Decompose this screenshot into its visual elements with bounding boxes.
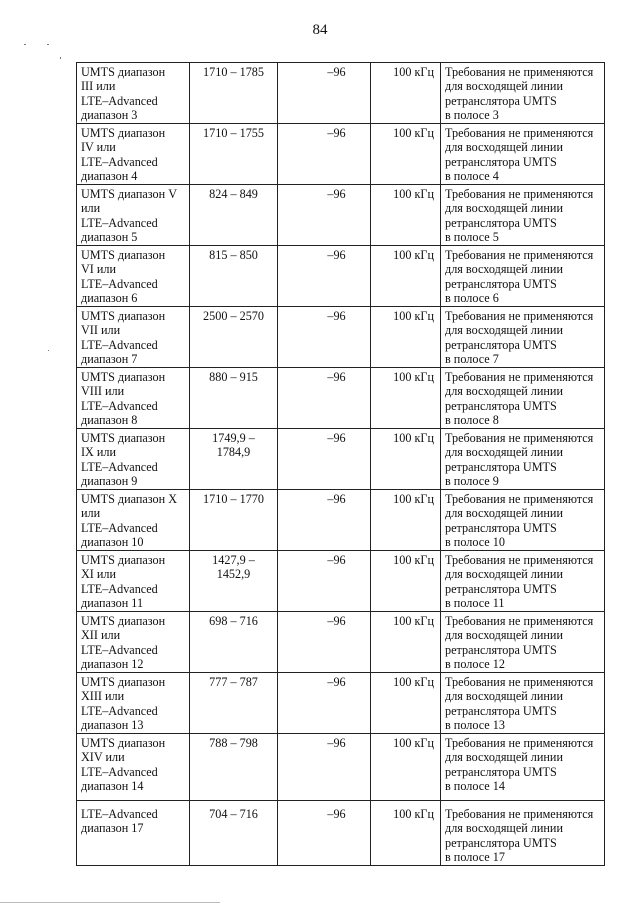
band-line: диапазон 7 xyxy=(81,352,138,367)
frequency-line: 1710 – 1755 xyxy=(203,126,264,140)
band-cell xyxy=(77,368,190,429)
level-cell xyxy=(278,612,371,673)
requirement-line: Требования не применяются xyxy=(445,553,594,567)
requirement-line: в полосе 3 xyxy=(445,108,499,123)
requirement-line: Требования не применяются xyxy=(445,126,594,140)
requirement-line: для восходящей линии xyxy=(445,323,563,338)
frequency-line: 1784,9 xyxy=(216,445,251,460)
scan-artifact xyxy=(24,44,26,45)
scan-artifact xyxy=(60,57,61,59)
requirement-cell xyxy=(441,185,605,246)
table-row xyxy=(77,490,605,551)
frequency-line: 704 – 716 xyxy=(209,807,258,821)
table-row xyxy=(77,551,605,612)
requirement-line: в полосе 10 xyxy=(445,535,505,550)
requirement-line: ретранслятора UMTS xyxy=(445,703,557,718)
requirement-line: для восходящей линии xyxy=(445,567,563,582)
requirement-line: в полосе 12 xyxy=(445,657,505,672)
level-value: –96 xyxy=(327,370,346,384)
band-line: UMTS диапазон xyxy=(81,65,166,79)
frequency-cell xyxy=(190,612,278,673)
bandwidth-value: 100 кГц xyxy=(393,65,434,79)
band-line: LTE–Advanced xyxy=(81,215,158,230)
requirement-line: в полосе 14 xyxy=(445,779,505,794)
bandwidth-value: 100 кГц xyxy=(393,675,434,689)
band-cell xyxy=(77,734,190,801)
bandwidth-cell xyxy=(371,551,441,612)
bandwidth-cell xyxy=(371,612,441,673)
band-line: LTE–Advanced xyxy=(81,807,158,821)
requirement-line: ретранслятора UMTS xyxy=(445,276,557,291)
band-line: III или xyxy=(81,79,116,94)
frequency-line: 1710 – 1785 xyxy=(203,65,264,79)
requirement-cell xyxy=(441,490,605,551)
level-value: –96 xyxy=(327,187,346,201)
band-cell xyxy=(77,246,190,307)
requirement-line: в полосе 17 xyxy=(445,850,505,865)
band-line: диапазон 17 xyxy=(81,821,144,836)
bandwidth-value: 100 кГц xyxy=(393,736,434,750)
band-line: UMTS диапазон xyxy=(81,675,166,689)
frequency-cell xyxy=(190,490,278,551)
requirement-line: ретранслятора UMTS xyxy=(445,398,557,413)
requirement-line: для восходящей линии xyxy=(445,445,563,460)
requirement-line: в полосе 6 xyxy=(445,291,499,306)
band-line: диапазон 10 xyxy=(81,535,144,550)
frequency-cell xyxy=(190,124,278,185)
requirement-cell xyxy=(441,673,605,734)
level-cell xyxy=(278,734,371,801)
table-row xyxy=(77,246,605,307)
level-value: –96 xyxy=(327,736,346,750)
table-row xyxy=(77,185,605,246)
band-line: LTE–Advanced xyxy=(81,520,158,535)
band-line: LTE–Advanced xyxy=(81,398,158,413)
band-line: LTE–Advanced xyxy=(81,581,158,596)
band-line: диапазон 14 xyxy=(81,779,144,794)
frequency-line: 815 – 850 xyxy=(209,248,258,262)
requirement-line: ретранслятора UMTS xyxy=(445,459,557,474)
requirement-line: для восходящей линии xyxy=(445,506,563,521)
band-line: или xyxy=(81,201,101,216)
band-line: LTE–Advanced xyxy=(81,703,158,718)
bandwidth-cell xyxy=(371,429,441,490)
band-line: UMTS диапазон xyxy=(81,248,166,262)
requirement-line: ретранслятора UMTS xyxy=(445,520,557,535)
bandwidth-cell xyxy=(371,673,441,734)
requirement-line: Требования не применяются xyxy=(445,248,594,262)
frequency-cell xyxy=(190,801,278,866)
level-value: –96 xyxy=(327,492,346,506)
level-value: –96 xyxy=(327,248,346,262)
band-cell xyxy=(77,612,190,673)
requirement-line: для восходящей линии xyxy=(445,628,563,643)
level-value: –96 xyxy=(327,126,346,140)
requirement-line: в полосе 13 xyxy=(445,718,505,733)
band-line: UMTS диапазон xyxy=(81,614,166,628)
requirement-line: для восходящей линии xyxy=(445,140,563,155)
bandwidth-cell xyxy=(371,63,441,124)
scan-artifact xyxy=(48,350,49,351)
frequency-line: 1452,9 xyxy=(216,567,251,582)
band-line: UMTS диапазон V xyxy=(81,187,178,201)
band-cell xyxy=(77,551,190,612)
level-cell xyxy=(278,801,371,866)
requirement-line: для восходящей линии xyxy=(445,79,563,94)
bandwidth-value: 100 кГц xyxy=(393,309,434,323)
frequency-cell xyxy=(190,307,278,368)
requirement-cell xyxy=(441,368,605,429)
band-cell xyxy=(77,429,190,490)
requirement-line: Требования не применяются xyxy=(445,736,594,750)
bandwidth-value: 100 кГц xyxy=(393,492,434,506)
frequency-line: 824 – 849 xyxy=(209,187,258,201)
bandwidth-cell xyxy=(371,124,441,185)
requirement-cell xyxy=(441,734,605,801)
level-cell xyxy=(278,673,371,734)
table-row xyxy=(77,612,605,673)
level-value: –96 xyxy=(327,431,346,445)
level-cell xyxy=(278,368,371,429)
requirement-line: для восходящей линии xyxy=(445,384,563,399)
requirement-line: в полосе 7 xyxy=(445,352,499,367)
band-line: XIII или xyxy=(81,689,125,704)
page-number: 84 xyxy=(312,22,328,38)
level-cell xyxy=(278,307,371,368)
requirement-line: для восходящей линии xyxy=(445,689,563,704)
scan-artifact xyxy=(0,902,220,903)
band-cell xyxy=(77,673,190,734)
band-line: LTE–Advanced xyxy=(81,764,158,779)
band-line: XIV или xyxy=(81,750,125,765)
bandwidth-cell xyxy=(371,368,441,429)
band-line: диапазон 12 xyxy=(81,657,144,672)
band-line: LTE–Advanced xyxy=(81,459,158,474)
frequency-cell xyxy=(190,368,278,429)
frequency-line: 1427,9 – xyxy=(212,553,255,567)
level-value: –96 xyxy=(327,553,346,567)
scan-artifact xyxy=(47,44,49,45)
bandwidth-cell xyxy=(371,185,441,246)
level-cell xyxy=(278,63,371,124)
table-row xyxy=(77,429,605,490)
band-cell xyxy=(77,124,190,185)
bandwidth-value: 100 кГц xyxy=(393,370,434,384)
requirement-line: Требования не применяются xyxy=(445,309,594,323)
frequency-line: 880 – 915 xyxy=(209,370,258,384)
band-line: VII или xyxy=(81,323,121,338)
band-line: XI или xyxy=(81,567,117,582)
table-row xyxy=(77,307,605,368)
frequency-line: 2500 – 2570 xyxy=(203,309,264,323)
bandwidth-value: 100 кГц xyxy=(393,248,434,262)
frequency-cell xyxy=(190,185,278,246)
requirement-line: в полосе 11 xyxy=(445,596,505,611)
level-cell xyxy=(278,246,371,307)
band-line: VIII или xyxy=(81,384,125,399)
frequency-cell xyxy=(190,734,278,801)
band-cell xyxy=(77,490,190,551)
bandwidth-value: 100 кГц xyxy=(393,187,434,201)
level-cell xyxy=(278,124,371,185)
band-line: UMTS диапазон xyxy=(81,736,166,750)
requirement-line: ретранслятора UMTS xyxy=(445,764,557,779)
level-cell xyxy=(278,490,371,551)
band-line: UMTS диапазон xyxy=(81,370,166,384)
band-line: UMTS диапазон xyxy=(81,126,166,140)
bandwidth-value: 100 кГц xyxy=(393,431,434,445)
table-row xyxy=(77,801,605,866)
requirement-line: ретранслятора UMTS xyxy=(445,642,557,657)
requirement-line: ретранслятора UMTS xyxy=(445,93,557,108)
band-line: LTE–Advanced xyxy=(81,337,158,352)
requirement-cell xyxy=(441,246,605,307)
requirement-line: для восходящей линии xyxy=(445,821,563,836)
band-requirements-table xyxy=(76,62,605,866)
table-row xyxy=(77,124,605,185)
requirement-line: ретранслятора UMTS xyxy=(445,835,557,850)
requirement-line: ретранслятора UMTS xyxy=(445,581,557,596)
bandwidth-cell xyxy=(371,246,441,307)
requirement-line: для восходящей линии xyxy=(445,201,563,216)
bandwidth-cell xyxy=(371,490,441,551)
band-line: или xyxy=(81,506,101,521)
band-line: LTE–Advanced xyxy=(81,642,158,657)
band-line: UMTS диапазон xyxy=(81,431,166,445)
requirement-line: Требования не применяются xyxy=(445,187,594,201)
band-line: UMTS диапазон X xyxy=(81,492,178,506)
requirement-line: в полосе 9 xyxy=(445,474,499,489)
level-cell xyxy=(278,185,371,246)
band-line: IX или xyxy=(81,445,117,460)
requirement-cell xyxy=(441,124,605,185)
frequency-cell xyxy=(190,63,278,124)
requirement-cell xyxy=(441,63,605,124)
requirement-line: Требования не применяются xyxy=(445,492,594,506)
bandwidth-value: 100 кГц xyxy=(393,807,434,821)
frequency-cell xyxy=(190,246,278,307)
bandwidth-value: 100 кГц xyxy=(393,553,434,567)
band-line: LTE–Advanced xyxy=(81,154,158,169)
level-value: –96 xyxy=(327,614,346,628)
requirement-line: ретранслятора UMTS xyxy=(445,337,557,352)
requirement-line: в полосе 8 xyxy=(445,413,499,428)
requirement-line: Требования не применяются xyxy=(445,675,594,689)
level-value: –96 xyxy=(327,675,346,689)
bandwidth-cell xyxy=(371,801,441,866)
frequency-line: 1710 – 1770 xyxy=(203,492,264,506)
requirement-line: для восходящей линии xyxy=(445,750,563,765)
frequency-cell xyxy=(190,551,278,612)
requirement-line: в полосе 4 xyxy=(445,169,499,184)
band-line: диапазон 8 xyxy=(81,413,138,428)
band-line: IV или xyxy=(81,140,116,155)
requirement-cell xyxy=(441,801,605,866)
requirement-line: Требования не применяются xyxy=(445,614,594,628)
frequency-cell xyxy=(190,673,278,734)
requirement-cell xyxy=(441,429,605,490)
requirement-cell xyxy=(441,551,605,612)
band-cell xyxy=(77,801,190,866)
band-line: XII или xyxy=(81,628,121,643)
bandwidth-cell xyxy=(371,307,441,368)
bandwidth-cell xyxy=(371,734,441,801)
requirement-line: ретранслятора UMTS xyxy=(445,154,557,169)
band-line: диапазон 6 xyxy=(81,291,138,306)
requirement-line: ретранслятора UMTS xyxy=(445,215,557,230)
level-value: –96 xyxy=(327,807,346,821)
band-line: LTE–Advanced xyxy=(81,93,158,108)
band-line: диапазон 13 xyxy=(81,718,144,733)
requirement-line: Требования не применяются xyxy=(445,431,594,445)
table-row xyxy=(77,368,605,429)
bandwidth-value: 100 кГц xyxy=(393,614,434,628)
level-value: –96 xyxy=(327,65,346,79)
requirement-cell xyxy=(441,612,605,673)
band-line: диапазон 5 xyxy=(81,230,138,245)
band-line: диапазон 11 xyxy=(81,596,144,611)
table-row xyxy=(77,63,605,124)
level-cell xyxy=(278,551,371,612)
level-cell xyxy=(278,429,371,490)
band-line: диапазон 3 xyxy=(81,108,138,123)
requirement-line: Требования не применяются xyxy=(445,807,594,821)
band-line: LTE–Advanced xyxy=(81,276,158,291)
bandwidth-value: 100 кГц xyxy=(393,126,434,140)
frequency-line: 788 – 798 xyxy=(209,736,258,750)
band-line: диапазон 9 xyxy=(81,474,138,489)
band-line: UMTS диапазон xyxy=(81,309,166,323)
requirement-line: Требования не применяются xyxy=(445,65,594,79)
requirement-cell xyxy=(441,307,605,368)
band-cell xyxy=(77,63,190,124)
frequency-line: 777 – 787 xyxy=(209,675,258,689)
requirement-line: в полосе 5 xyxy=(445,230,499,245)
band-line: UMTS диапазон xyxy=(81,553,166,567)
table-row xyxy=(77,734,605,801)
frequency-cell xyxy=(190,429,278,490)
requirement-line: для восходящей линии xyxy=(445,262,563,277)
frequency-line: 698 – 716 xyxy=(209,614,258,628)
level-value: –96 xyxy=(327,309,346,323)
band-cell xyxy=(77,307,190,368)
requirement-line: Требования не применяются xyxy=(445,370,594,384)
band-line: VI или xyxy=(81,262,117,277)
band-line: диапазон 4 xyxy=(81,169,138,184)
band-cell xyxy=(77,185,190,246)
table-row xyxy=(77,673,605,734)
frequency-line: 1749,9 – xyxy=(212,431,255,445)
